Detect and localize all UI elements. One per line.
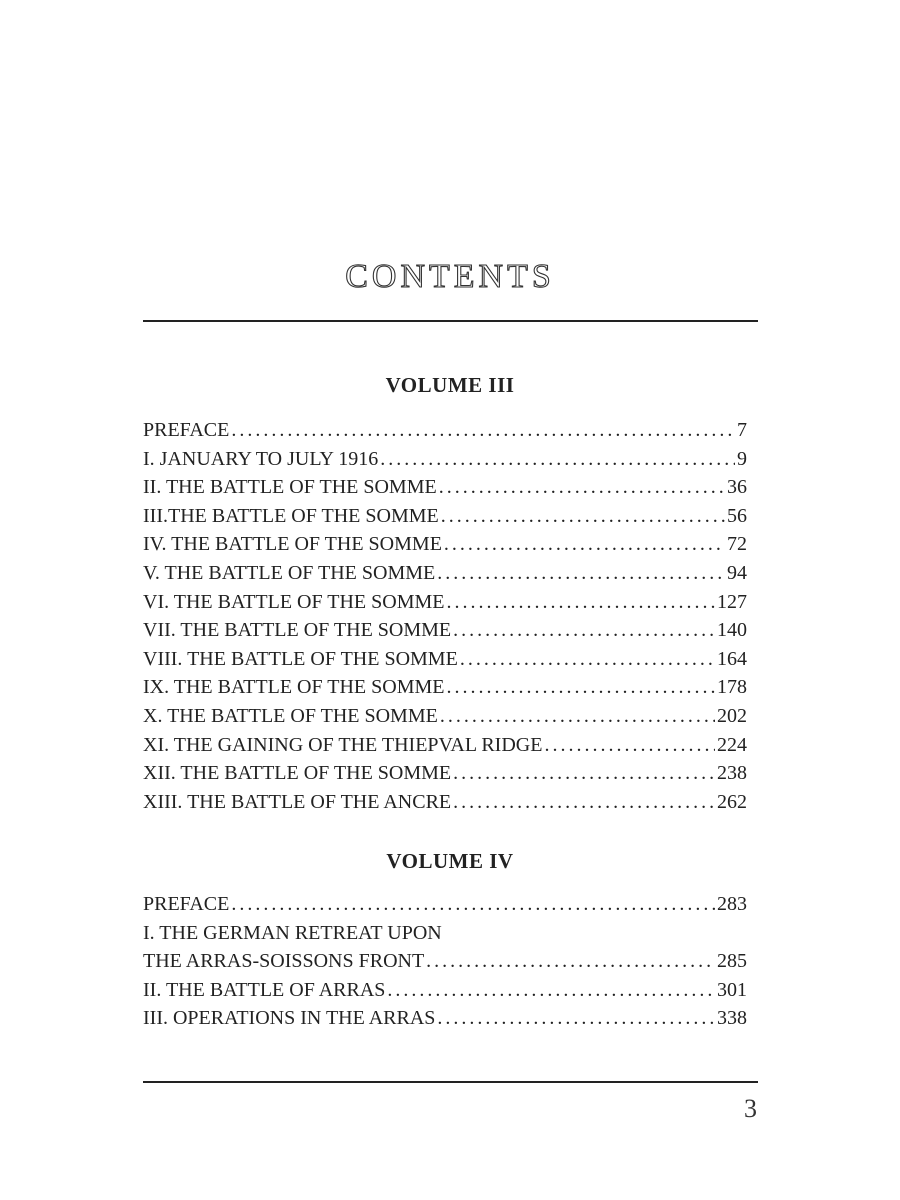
toc-entry-page: 7 <box>737 419 747 441</box>
toc-entry-title: V. THE BATTLE OF THE SOMME <box>143 561 436 584</box>
toc-entry-page: 56 <box>727 504 747 527</box>
dot-leader <box>437 562 725 585</box>
dot-leader <box>444 533 725 556</box>
page-number: 3 <box>744 1094 757 1123</box>
toc-entry-title: IX. THE BATTLE OF THE SOMME <box>143 676 445 699</box>
dot-leader <box>437 1007 715 1030</box>
volume-iv-heading: VOLUME IV <box>386 849 514 873</box>
toc-entry-title: THE ARRAS-SOISSONS FRONT <box>143 950 425 973</box>
toc-entry-title: XIII. THE BATTLE OF THE ANCRE <box>143 790 452 813</box>
toc-entry-title: XI. THE GAINING OF THE THIEPVAL RIDGE <box>143 733 543 756</box>
toc-entry <box>143 676 747 705</box>
dot-leader <box>441 505 725 528</box>
dot-leader <box>439 476 725 499</box>
volume-iv-contents-list <box>143 893 747 1036</box>
toc-entry <box>143 734 747 763</box>
toc-entry-title: VIII. THE BATTLE OF THE SOMME <box>143 647 458 670</box>
toc-entry-page: 285 <box>717 950 747 973</box>
toc-entry-page: 178 <box>717 676 747 699</box>
toc-entry <box>143 648 747 677</box>
dot-leader <box>231 419 735 442</box>
toc-entry-page: 72 <box>727 533 747 556</box>
toc-entry-page: 140 <box>717 619 747 642</box>
toc-entry <box>143 705 747 734</box>
toc-entry-title: I. JANUARY TO JULY 1916 <box>143 447 379 470</box>
toc-entry-page: 224 <box>717 733 747 756</box>
toc-entry-page: 238 <box>717 762 747 785</box>
toc-entry-title: II. THE BATTLE OF THE SOMME <box>143 476 437 499</box>
dot-leader <box>387 979 715 1002</box>
toc-entry-page: 338 <box>717 1007 747 1030</box>
toc-entry-page: 283 <box>717 893 747 915</box>
toc-entry-page: 9 <box>737 447 747 470</box>
toc-entry <box>143 1007 747 1036</box>
toc-entry-page: 301 <box>717 978 747 1001</box>
volume-iii-contents-list <box>143 419 747 819</box>
toc-entry <box>143 591 747 620</box>
toc-entry-page: 164 <box>717 647 747 670</box>
toc-entry-page: 94 <box>727 561 747 584</box>
toc-entry-title: III.THE BATTLE OF THE SOMME <box>143 504 439 527</box>
toc-entry <box>143 979 747 1008</box>
bottom-divider <box>143 1081 758 1083</box>
dot-leader <box>446 676 715 699</box>
dot-leader <box>453 762 715 785</box>
toc-entry-page: 262 <box>717 790 747 813</box>
page-title: CONTENTS <box>345 258 555 295</box>
dot-leader <box>453 619 715 642</box>
toc-entry-title: I. THE GERMAN RETREAT UPON <box>143 921 442 944</box>
toc-entry <box>143 950 747 979</box>
toc-entry <box>143 419 747 448</box>
dot-leader <box>446 591 715 614</box>
dot-leader <box>380 448 735 471</box>
toc-entry-title: VII. THE BATTLE OF THE SOMME <box>143 619 452 642</box>
dot-leader <box>440 705 715 728</box>
toc-entry-title: VI. THE BATTLE OF THE SOMME <box>143 590 445 613</box>
toc-entry <box>143 762 747 791</box>
dot-leader <box>231 893 715 916</box>
top-divider <box>143 320 758 322</box>
volume-iii-heading: VOLUME III <box>385 373 515 397</box>
dot-leader <box>460 648 715 671</box>
dot-leader <box>426 950 715 973</box>
toc-entry-title: X. THE BATTLE OF THE SOMME <box>143 704 438 727</box>
toc-entry <box>143 893 747 922</box>
toc-entry-page: 202 <box>717 704 747 727</box>
toc-entry-title: XII. THE BATTLE OF THE SOMME <box>143 762 452 785</box>
dot-leader <box>453 791 715 814</box>
toc-entry-title: IV. THE BATTLE OF THE SOMME <box>143 533 442 556</box>
toc-entry <box>143 922 747 951</box>
dot-leader <box>544 734 715 757</box>
toc-entry <box>143 476 747 505</box>
toc-entry-page: 127 <box>717 590 747 613</box>
toc-entry-title: III. OPERATIONS IN THE ARRAS <box>143 1007 436 1030</box>
toc-entry <box>143 791 747 820</box>
toc-entry-title: PREFACE <box>143 893 230 915</box>
toc-entry <box>143 562 747 591</box>
toc-entry <box>143 533 747 562</box>
toc-entry-title: PREFACE <box>143 419 230 441</box>
toc-entry <box>143 619 747 648</box>
toc-entry-page: 36 <box>727 476 747 499</box>
toc-entry <box>143 505 747 534</box>
toc-entry <box>143 448 747 477</box>
toc-entry-title: II. THE BATTLE OF ARRAS <box>143 978 386 1001</box>
